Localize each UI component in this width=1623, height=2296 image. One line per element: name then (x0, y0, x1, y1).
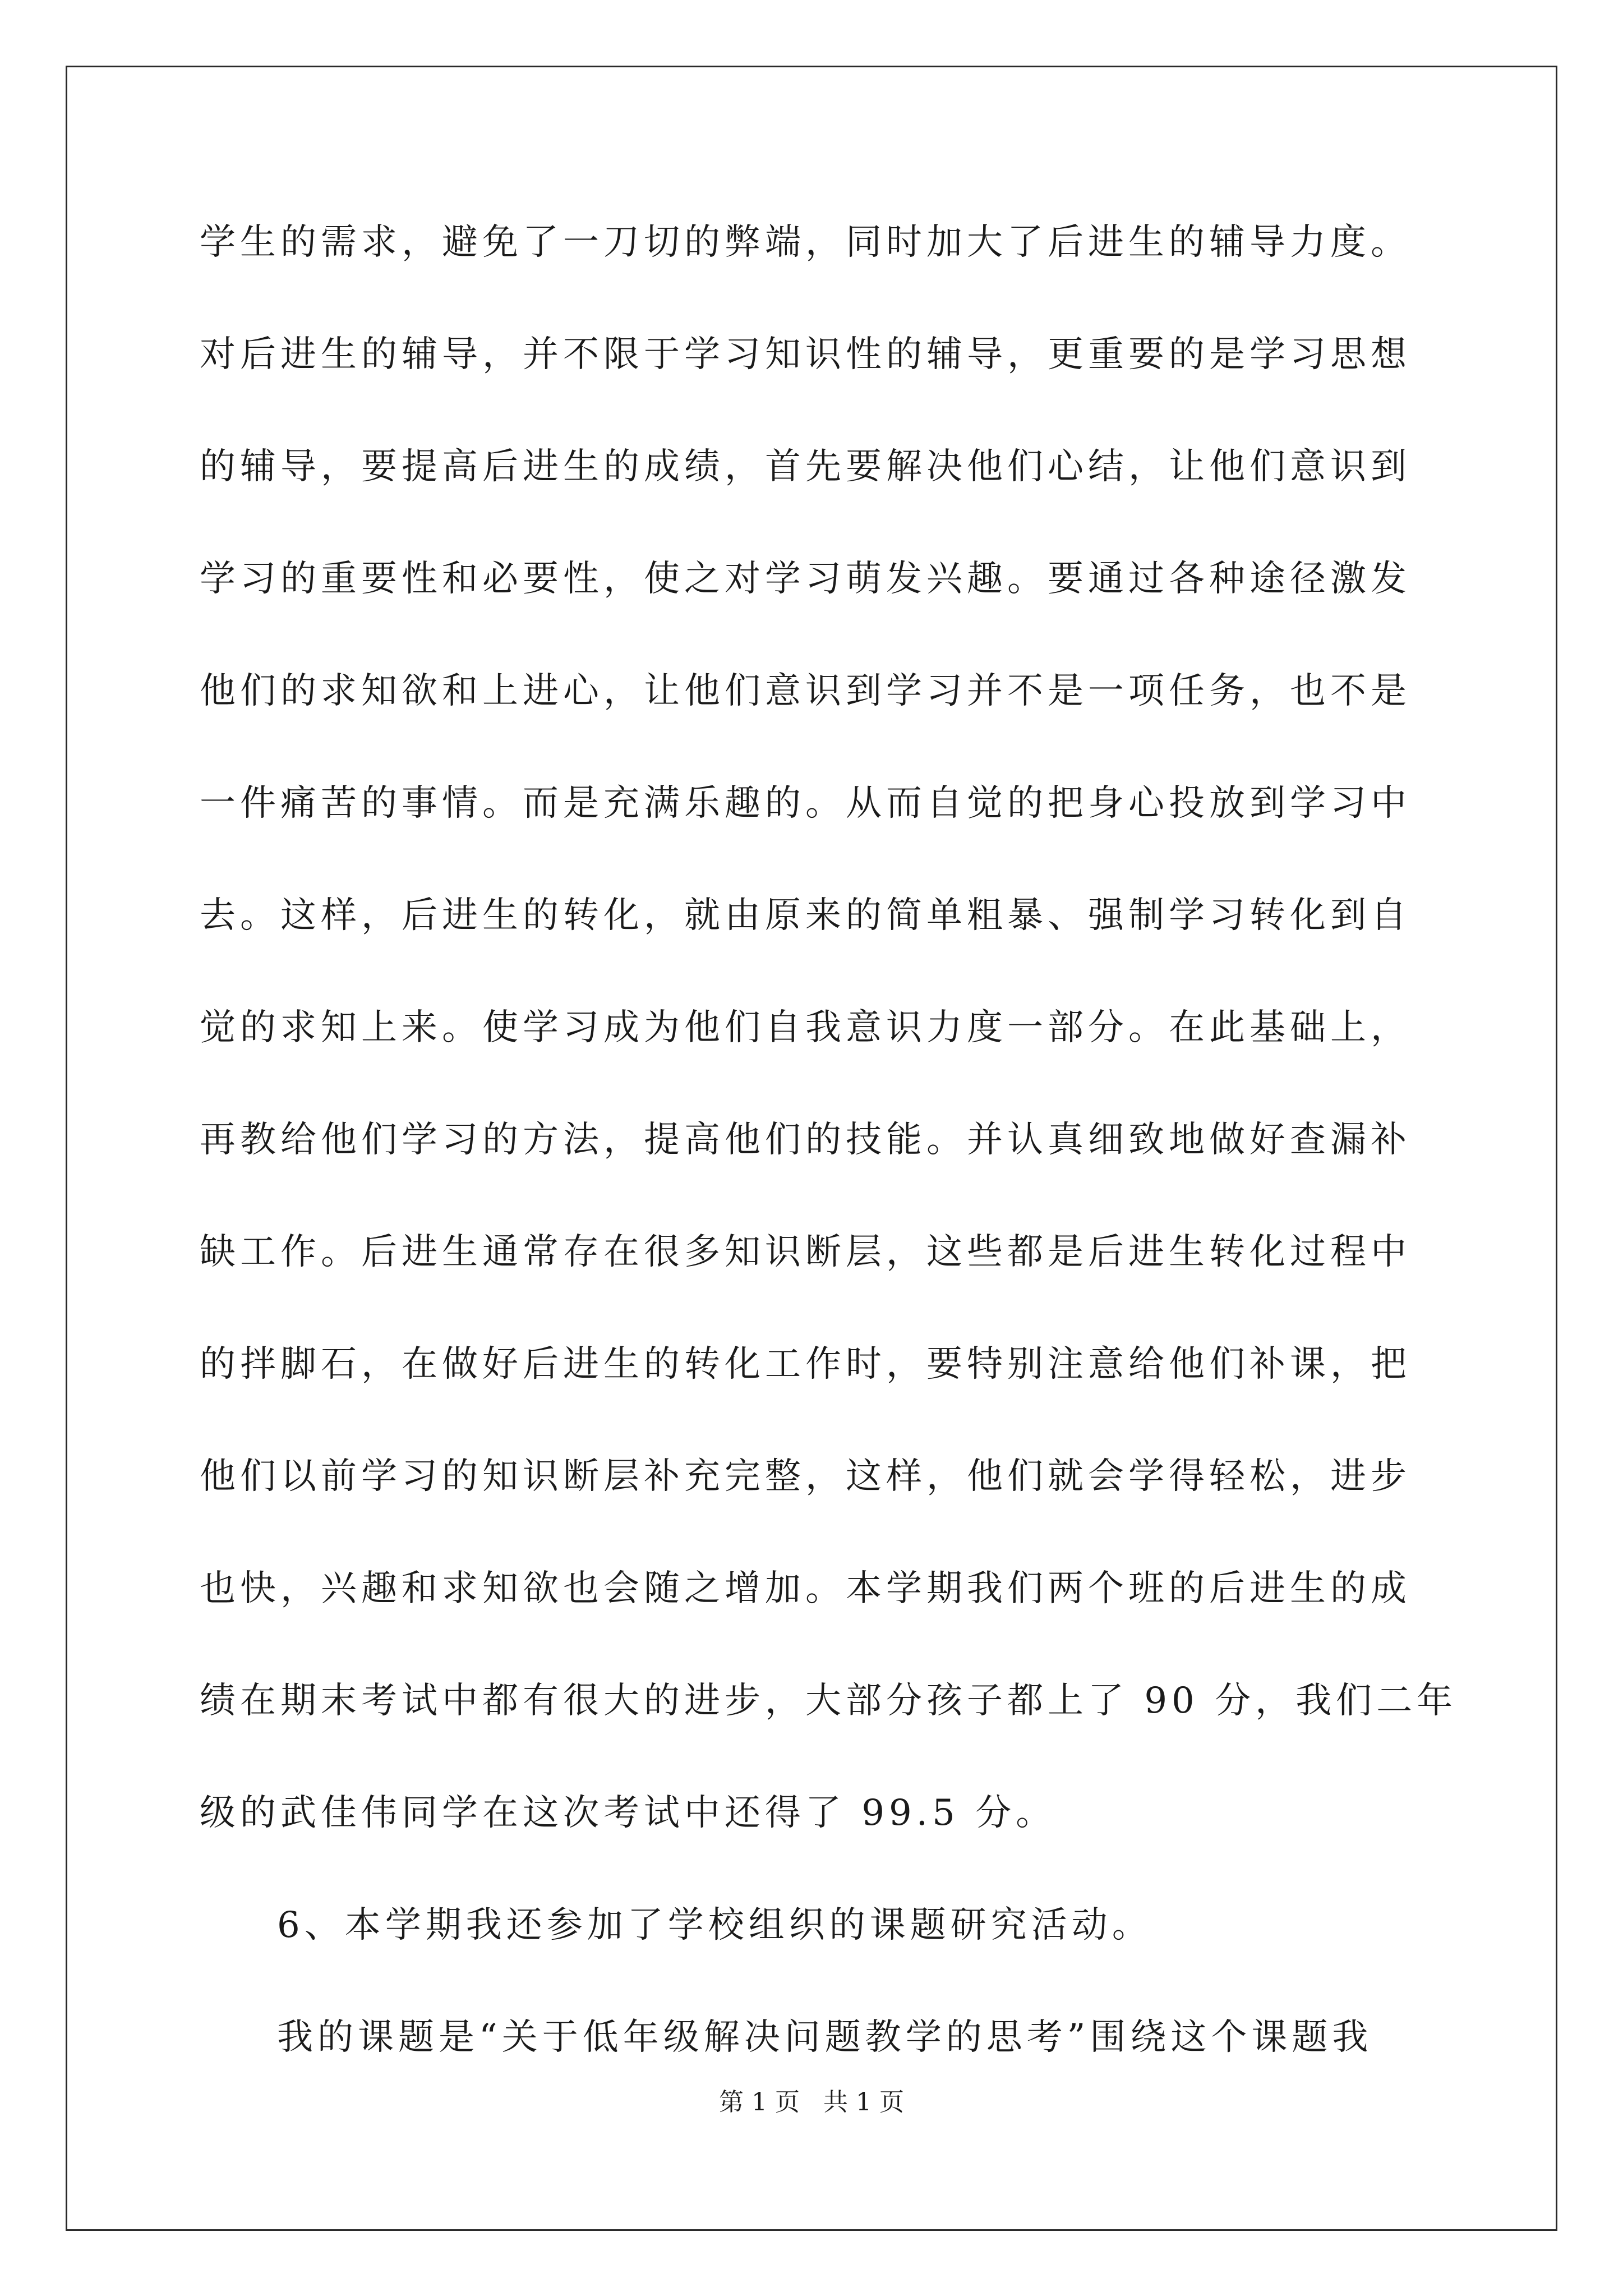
text-line: 他们以前学习的知识断层补充完整，这样，他们就会学得轻松，进步 (200, 1456, 1411, 1497)
text-line: 去。这样，后进生的转化，就由原来的简单粗暴、强制学习转化到自 (200, 895, 1411, 936)
text-line: 学生的需求，避免了一刀切的弊端，同时加大了后进生的辅导力度。 (200, 222, 1411, 263)
text-line: 觉的求知上来。使学习成为他们自我意识力度一部分。在此基础上， (200, 1007, 1411, 1048)
page-footer (0, 2086, 1623, 2119)
text-line: 的辅导，要提高后进生的成绩，首先要解决他们心结，让他们意识到 (200, 446, 1411, 487)
text-line: 缺工作。后进生通常存在很多知识断层，这些都是后进生转化过程中 (200, 1231, 1411, 1273)
page-total: 共 1 页 (823, 2088, 904, 2116)
text-line: 的拌脚石，在做好后进生的转化工作时，要特别注意给他们补课，把 (200, 1343, 1411, 1385)
text-line: 6、本学期我还参加了学校组织的课题研究活动。 (277, 1904, 1152, 1946)
text-line: 对后进生的辅导，并不限于学习知识性的辅导，更重要的是学习思想 (200, 334, 1411, 375)
text-line: 学习的重要性和必要性，使之对学习萌发兴趣。要通过各种途径激发 (200, 558, 1411, 600)
text-line: 一件痛苦的事情。而是充满乐趣的。从而自觉的把身心投放到学习中 (200, 783, 1411, 824)
text-line: 绩在期末考试中都有很大的进步，大部分孩子都上了 90 分，我们二年 (200, 1680, 1458, 1722)
page-number: 第 1 页 (719, 2088, 800, 2116)
text-line: 再教给他们学习的方法，提高他们的技能。并认真细致地做好查漏补 (200, 1119, 1411, 1161)
text-line: 他们的求知欲和上进心，让他们意识到学习并不是一项任务，也不是 (200, 670, 1411, 712)
text-line: 级的武佳伟同学在这次考试中还得了 99.5 分。 (200, 1792, 1057, 1834)
text-line: 也快，兴趣和求知欲也会随之增加。本学期我们两个班的后进生的成 (200, 1568, 1411, 1609)
document-body (200, 186, 1458, 2093)
text-line: 我的课题是“关于低年级解决问题教学的思考”围绕这个课题我 (277, 2017, 1373, 2058)
